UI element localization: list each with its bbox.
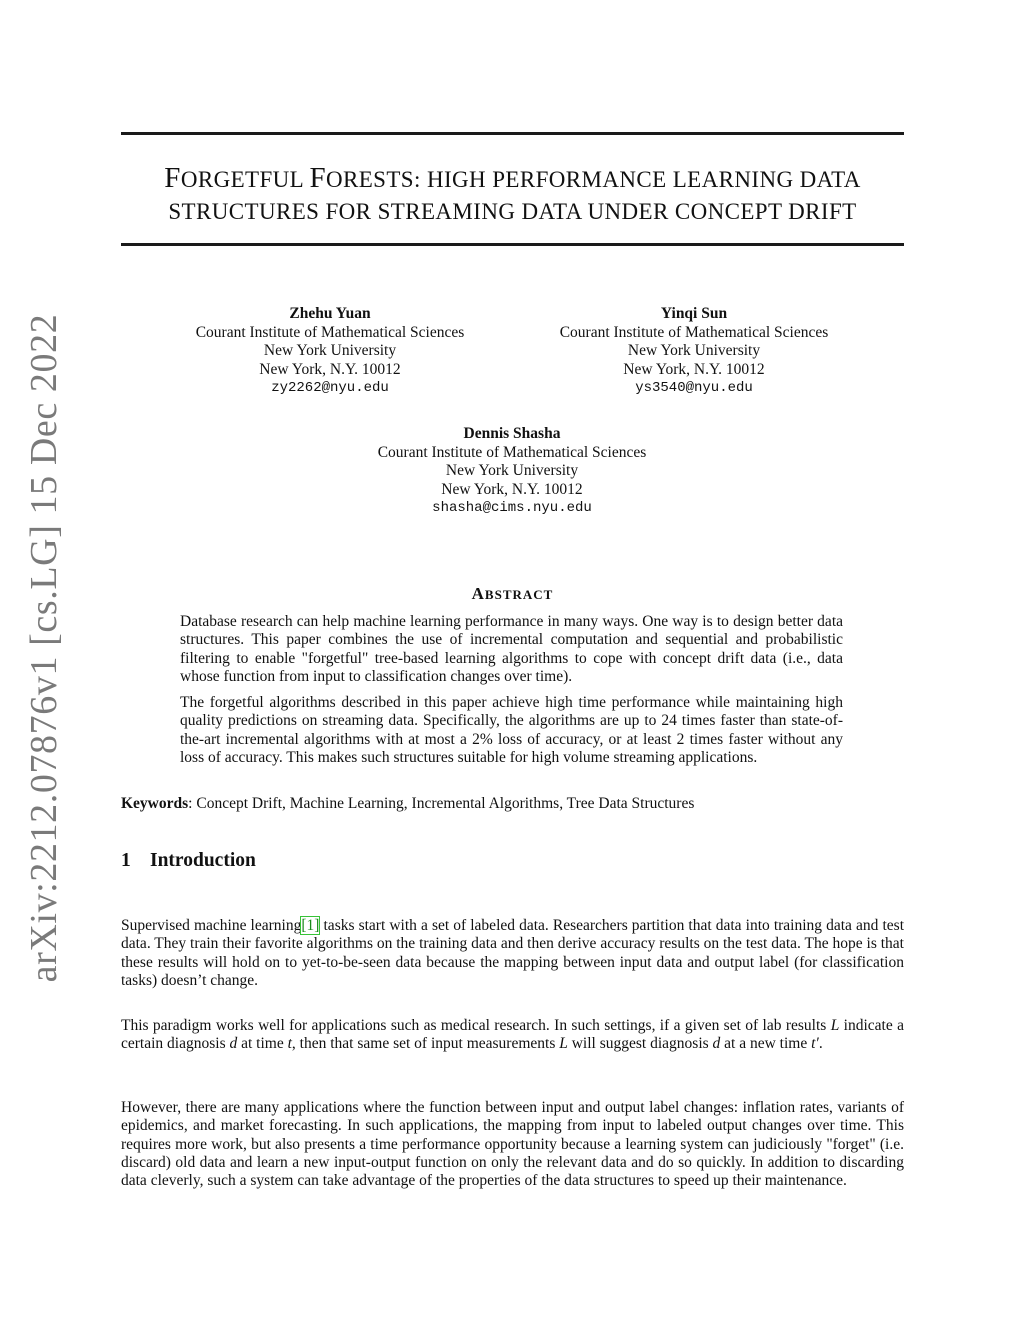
author-city: New York, N.Y. 10012 — [623, 360, 765, 378]
intro-paragraph-3: However, there are many applications where the function between input and output label changes: inflation rates, variants of epidemics, and market forecasting. In such applications, the mapping from input to labeled output changes over time. This requires more work, but also presents a time performance opportunity because a learning system can judiciously "forget" (i.e. discard) old data and learn a new input-output function on only the relevant data and do so quickly. In addition to discarding data cleverly, such a system can take advantage of the properties of the data structures to speed up their maintenance. — [121, 1099, 904, 1190]
author-email[interactable]: zy2262@nyu.edu — [271, 380, 389, 396]
paper-title-line-2: STRUCTURES FOR STREAMING DATA UNDER CONCEPT DRIFT — [168, 199, 857, 224]
abstract-heading-rest: BSTRACT — [484, 587, 554, 602]
title-line-1-rest: : HIGH PERFORMANCE LEARNING DATA — [414, 167, 861, 192]
text-run: at a new time — [720, 1035, 812, 1053]
section-title: Introduction — [150, 850, 256, 871]
author-name: Zhehu Yuan — [289, 305, 371, 322]
text-run: will suggest diagnosis — [567, 1035, 713, 1053]
section-heading-introduction — [121, 850, 256, 872]
author-block-1 — [180, 305, 480, 398]
author-email[interactable]: shasha@cims.nyu.edu — [432, 500, 592, 516]
math-symbol: L — [559, 1035, 568, 1053]
author-university: New York University — [627, 342, 761, 359]
author-city: New York, N.Y. 10012 — [259, 360, 401, 378]
arxiv-side-stamp — [18, 313, 70, 983]
author-affiliation: Courant Institute of Mathematical Sciences — [195, 323, 465, 341]
text-run: tasks start with a set of labeled data. Researchers partition that data into training data and test data. They train their favorite algorithms on the training data and then derive accuracy results on the test data. The hope is that these results will hold on to yet-to-be-seen data because the mapping between input data and output label (for classification tasks) doesn’t change. — [121, 917, 905, 989]
math-symbol: d — [712, 1035, 721, 1053]
math-symbol: d — [229, 1035, 238, 1053]
author-email[interactable]: ys3540@nyu.edu — [635, 380, 753, 396]
intro-paragraph-2 — [121, 1017, 904, 1054]
author-name: Dennis Shasha — [463, 425, 561, 442]
citation-link[interactable]: [1] — [301, 917, 320, 934]
author-affiliation: Courant Institute of Mathematical Sciences — [377, 443, 647, 461]
text-run: , then that same set of input measurements — [291, 1035, 560, 1053]
abstract-paragraph-2: The forgetful algorithms described in this paper achieve high time performance while maintaining high quality predictions on streaming data. Specifically, the algorithms are up to 24 times faster than state-of-the-art incremental algorithms with at most a 2% loss of accuracy, or at least 2 times faster without any loss of accuracy. This makes such structures suitable for high volume streaming applications. — [180, 694, 843, 766]
section-number: 1 — [121, 850, 131, 871]
author-university: New York University — [445, 462, 579, 479]
author-block-3 — [362, 425, 662, 518]
text-run: This paradigm works well for applications such as medical research. In such settings, if a given set of lab results — [121, 1017, 831, 1034]
keywords — [121, 795, 694, 813]
title-word-cap: F — [164, 162, 181, 194]
title-top-rule — [121, 132, 904, 135]
text-run: . — [818, 1035, 823, 1053]
author-city: New York, N.Y. 10012 — [441, 480, 583, 498]
author-university: New York University — [263, 342, 397, 359]
author-name: Yinqi Sun — [660, 305, 728, 322]
math-symbol: t′ — [811, 1035, 819, 1053]
intro-paragraph-1 — [121, 917, 904, 990]
text-run: indicate a certain diagnosis — [121, 1017, 904, 1053]
arxiv-identifier: arXiv:2212.07876v1 [cs.LG] 15 Dec 2022 — [23, 313, 65, 983]
keywords-label: Keywords — [121, 795, 189, 812]
title-word: ORGETFUL — [180, 167, 304, 192]
abstract-heading — [121, 584, 904, 604]
title-word-cap: F — [309, 162, 326, 194]
paper-title-line-1 — [121, 161, 904, 197]
math-symbol: L — [830, 1017, 840, 1034]
keywords-text: : Concept Drift, Machine Learning, Incremental Algorithms, Tree Data Structures — [188, 795, 695, 812]
abstract-paragraph-1: Database research can help machine learning performance in many ways. One way is to design better data structures. This paper combines the use of incremental computation and sequential and probabilistic filtering to enable "forgetful" tree-based learning algorithms to cope with concept drift data (i.e., data whose function from input to classification changes over time). — [180, 613, 843, 685]
title-word: ORESTS — [325, 167, 415, 192]
title-bottom-rule — [121, 243, 904, 246]
author-affiliation: Courant Institute of Mathematical Sciences — [559, 323, 829, 341]
math-symbol: t — [287, 1035, 292, 1053]
text-run: at time — [237, 1035, 288, 1053]
abstract-heading-cap: A — [471, 584, 485, 603]
author-block-2 — [544, 305, 844, 398]
text-run: Supervised machine learning — [121, 917, 302, 934]
